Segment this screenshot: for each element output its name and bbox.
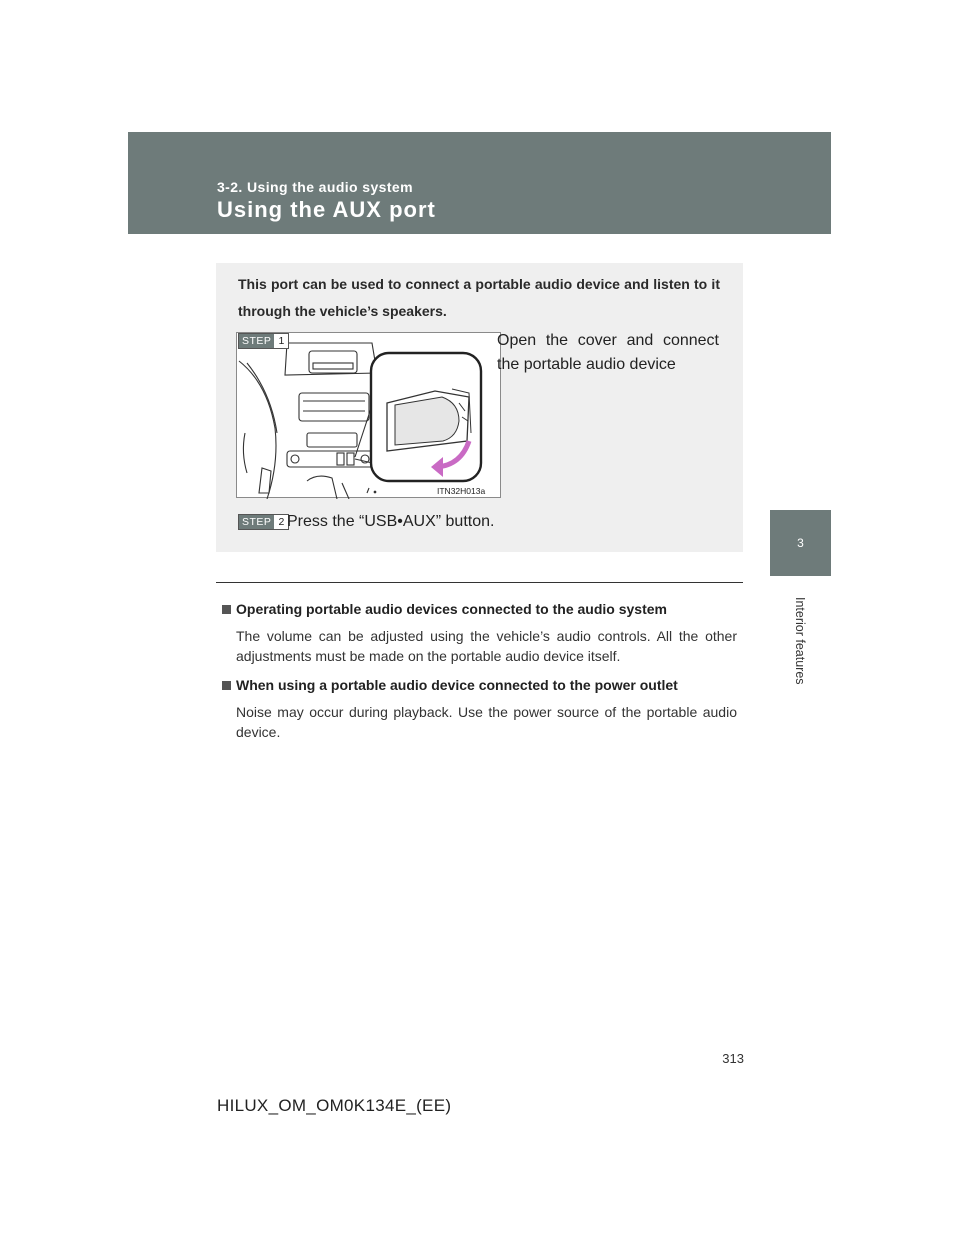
step-word: STEP bbox=[239, 515, 274, 529]
step-1-text: Open the cover and connect the portable audio device bbox=[497, 332, 719, 373]
intro-box bbox=[216, 263, 743, 552]
section-divider bbox=[216, 582, 743, 583]
page-title: Using the AUX port bbox=[217, 197, 436, 222]
step-word: STEP bbox=[239, 334, 274, 348]
bullet-square-icon bbox=[222, 681, 231, 690]
note-title bbox=[222, 675, 737, 695]
intro-text: This port can be used to connect a portable audio device and listen to it through the vehicle’s speakers. bbox=[238, 276, 720, 319]
section-label: 3-2. Using the audio system bbox=[217, 179, 413, 195]
step-number: 1 bbox=[274, 334, 288, 348]
manual-code: HILUX_OM_OM0K134E_(EE) bbox=[217, 1096, 452, 1115]
page-number: 313 bbox=[722, 1051, 744, 1066]
step-1-badge bbox=[238, 333, 289, 349]
chapter-label: Interior features bbox=[793, 597, 807, 685]
step-2-text: Press the “USB•AUX” button. bbox=[287, 513, 495, 530]
illustration-code: ITN32H013a bbox=[437, 486, 486, 496]
dashboard-drawing bbox=[237, 333, 502, 499]
step-number: 2 bbox=[274, 515, 288, 529]
chapter-number: 3 bbox=[797, 536, 804, 550]
note-title-text: Operating portable audio devices connected to the audio system bbox=[236, 601, 667, 617]
note-title-text: When using a portable audio device connected to the power outlet bbox=[236, 677, 678, 693]
aux-port-illustration bbox=[236, 332, 501, 498]
note-body: The volume can be adjusted using the vehicle’s audio controls. All the other adjustments must be made on the portable audio device itself. bbox=[236, 628, 737, 664]
bullet-square-icon bbox=[222, 605, 231, 614]
step-2-badge bbox=[238, 514, 289, 530]
note-title bbox=[222, 599, 737, 619]
chapter-label-container bbox=[772, 586, 828, 696]
chapter-tab bbox=[770, 510, 831, 576]
page-header bbox=[128, 132, 831, 234]
note-body: Noise may occur during playback. Use the power source of the portable audio device. bbox=[236, 704, 737, 740]
notes-section bbox=[222, 599, 737, 751]
